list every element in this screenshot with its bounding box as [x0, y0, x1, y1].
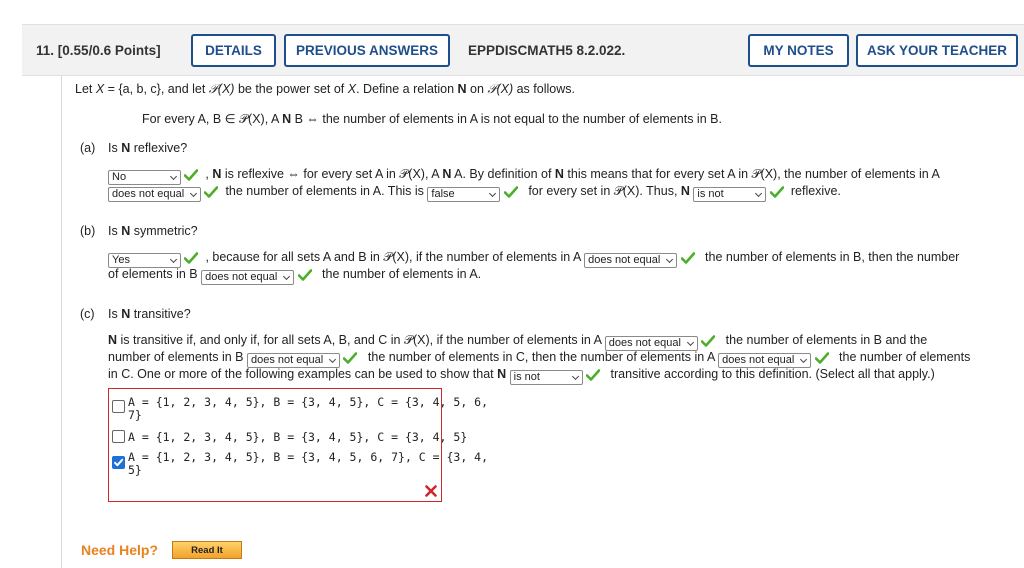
need-help-label: Need Help? [81, 542, 159, 558]
read-it-button[interactable]: Read It [172, 541, 242, 559]
option-1-text: A = {1, 2, 3, 4, 5}, B = {3, 4, 5}, C = {3, 4, 5, 6, 7} [128, 395, 489, 422]
left-rule [61, 76, 62, 568]
question-number [36, 43, 161, 58]
checkmark-icon [112, 456, 125, 469]
relation-definition: For every A, B ∈ 𝒫(X), A N B ⇔ the number of elements in A is not equal to the number of elements in B. [142, 112, 722, 126]
problem-code: EPPDISCMATH5 8.2.022. [468, 43, 626, 58]
problem-intro: Let X = {a, b, c}, and let 𝒫(X) be the power set of X. Define a relation N on 𝒫(X) as follows. [75, 82, 575, 96]
part-c-question: (c) Is N transitive? [80, 307, 191, 321]
part-b-line-1: Yes , because for all sets A and B in 𝒫(X), if the number of elements in A does not equal the number of elements in B, then the number [108, 250, 959, 268]
check-icon [184, 252, 198, 267]
check-icon [204, 186, 218, 201]
transitive-equal-select-1[interactable]: does not equal [605, 336, 698, 351]
option-2-text: A = {1, 2, 3, 4, 5}, B = {3, 4, 5}, C = {3, 4, 5} [128, 430, 468, 444]
check-icon [343, 352, 357, 367]
check-icon [504, 186, 518, 201]
check-icon [184, 169, 198, 184]
option-1-checkbox[interactable] [112, 400, 125, 413]
reflexive-equal-select[interactable]: does not equal [108, 187, 201, 202]
check-icon [701, 335, 715, 350]
option-3-checkbox[interactable] [112, 456, 125, 469]
details-button[interactable]: DETAILS [191, 34, 276, 67]
truth-value-select[interactable]: false [427, 187, 500, 202]
option-3-text: A = {1, 2, 3, 4, 5}, B = {3, 4, 5, 6, 7}, C = {3, 4, 5} [128, 450, 489, 477]
transitive-equal-select-2[interactable]: does not equal [247, 353, 340, 368]
ask-your-teacher-button[interactable]: ASK YOUR TEACHER [856, 34, 1018, 67]
my-notes-button[interactable]: MY NOTES [748, 34, 849, 67]
reflexive-conclusion-select[interactable]: is not [693, 187, 766, 202]
reflexive-answer-select[interactable]: No [108, 170, 181, 185]
symmetric-equal-select-1[interactable]: does not equal [584, 253, 677, 268]
previous-answers-button[interactable]: PREVIOUS ANSWERS [284, 34, 450, 67]
option-2-checkbox[interactable] [112, 430, 125, 443]
check-icon [815, 352, 829, 367]
check-icon [770, 186, 784, 201]
symmetric-answer-select[interactable]: Yes [108, 253, 181, 268]
part-b-question: (b) Is N symmetric? [80, 224, 198, 238]
part-c-line-1: N is transitive if, and only if, for all sets A, B, and C in 𝒫(X), if the number of elements in A does not equal the number of elements in B and the [108, 333, 928, 349]
part-a-line-2: does not equal the number of elements in A. This is false for every set in 𝒫(X). Thus, N is not reflexive. [108, 184, 841, 202]
transitive-conclusion-select[interactable]: is not [510, 370, 583, 385]
part-b-line-2: of elements in B does not equal the number of elements in A. [108, 267, 482, 283]
part-a-question: (a) Is N reflexive? [80, 141, 188, 155]
points-text: [0.55/0.6 Points] [57, 43, 161, 58]
part-a-line-1: No , N is reflexive ⇔ for every set A in 𝒫(X), A N A. By definition of N this means that for every set A in 𝒫(X), the number of elements in A [108, 167, 940, 185]
symmetric-equal-select-2[interactable]: does not equal [201, 270, 294, 285]
incorrect-x-icon [425, 485, 437, 500]
check-icon [298, 269, 312, 284]
question-number-text: 11. [36, 43, 55, 58]
check-icon [681, 252, 695, 267]
transitive-equal-select-3[interactable]: does not equal [718, 353, 811, 368]
part-c-line-2: number of elements in B does not equal the number of elements in C, then the number of elements in A does not equal the number of elements [108, 350, 971, 366]
check-icon [586, 369, 600, 384]
part-c-line-3: in C. One or more of the following examples can be used to show that N is not transitive according to this definition. (Select all that apply.) [108, 367, 935, 383]
